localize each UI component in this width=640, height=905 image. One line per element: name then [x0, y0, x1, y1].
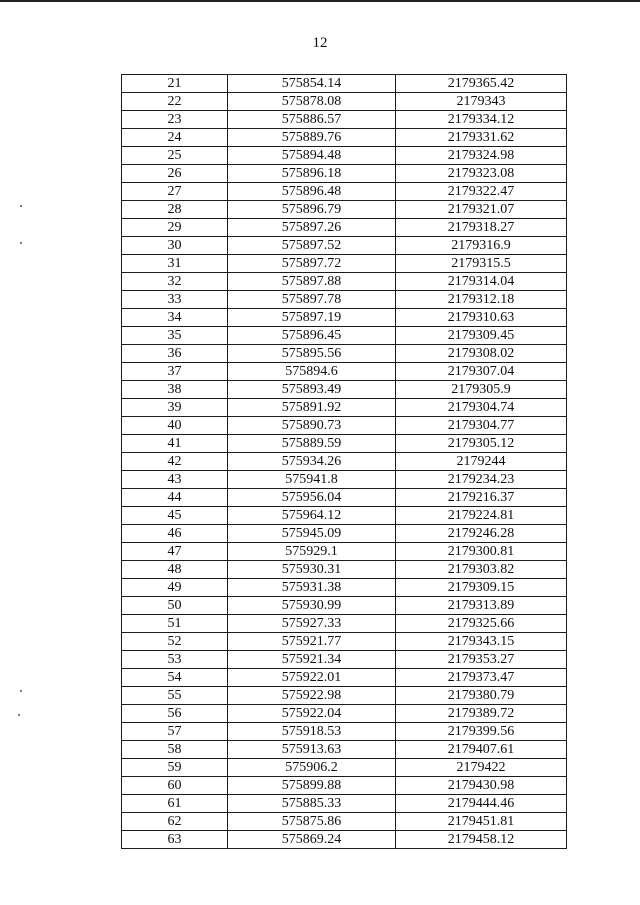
- table-row: [122, 615, 567, 633]
- point-number-cell: 55: [122, 687, 228, 705]
- table-row: [122, 741, 567, 759]
- x-coordinate-cell: 575890.73: [228, 417, 396, 435]
- point-number-cell: 36: [122, 345, 228, 363]
- x-coordinate-cell: 575869.24: [228, 831, 396, 849]
- x-coordinate-cell: 575945.09: [228, 525, 396, 543]
- x-coordinate-cell: 575897.78: [228, 291, 396, 309]
- table-row: [122, 597, 567, 615]
- point-number-cell: 62: [122, 813, 228, 831]
- point-number-cell: 59: [122, 759, 228, 777]
- y-coordinate-cell: 2179216.37: [396, 489, 567, 507]
- table-row: [122, 327, 567, 345]
- scan-speck: [20, 205, 22, 207]
- point-number-cell: 60: [122, 777, 228, 795]
- y-coordinate-cell: 2179244: [396, 453, 567, 471]
- table-row: [122, 687, 567, 705]
- point-number-cell: 39: [122, 399, 228, 417]
- table-row: [122, 219, 567, 237]
- point-number-cell: 57: [122, 723, 228, 741]
- table-row: [122, 345, 567, 363]
- table-row: [122, 399, 567, 417]
- point-number-cell: 23: [122, 111, 228, 129]
- point-number-cell: 56: [122, 705, 228, 723]
- point-number-cell: 47: [122, 543, 228, 561]
- y-coordinate-cell: 2179451.81: [396, 813, 567, 831]
- x-coordinate-cell: 575927.33: [228, 615, 396, 633]
- point-number-cell: 49: [122, 579, 228, 597]
- point-number-cell: 37: [122, 363, 228, 381]
- point-number-cell: 28: [122, 201, 228, 219]
- table-row: [122, 165, 567, 183]
- x-coordinate-cell: 575934.26: [228, 453, 396, 471]
- point-number-cell: 35: [122, 327, 228, 345]
- y-coordinate-cell: 2179373.47: [396, 669, 567, 687]
- x-coordinate-cell: 575875.86: [228, 813, 396, 831]
- y-coordinate-cell: 2179380.79: [396, 687, 567, 705]
- point-number-cell: 53: [122, 651, 228, 669]
- x-coordinate-cell: 575921.77: [228, 633, 396, 651]
- point-number-cell: 21: [122, 75, 228, 93]
- table-row: [122, 129, 567, 147]
- x-coordinate-cell: 575897.19: [228, 309, 396, 327]
- table-row: [122, 435, 567, 453]
- y-coordinate-cell: 2179304.77: [396, 417, 567, 435]
- y-coordinate-cell: 2179300.81: [396, 543, 567, 561]
- point-number-cell: 26: [122, 165, 228, 183]
- x-coordinate-cell: 575896.79: [228, 201, 396, 219]
- y-coordinate-cell: 2179430.98: [396, 777, 567, 795]
- table-row: [122, 309, 567, 327]
- x-coordinate-cell: 575889.59: [228, 435, 396, 453]
- table-row: [122, 669, 567, 687]
- y-coordinate-cell: 2179322.47: [396, 183, 567, 201]
- x-coordinate-cell: 575929.1: [228, 543, 396, 561]
- table-row: [122, 381, 567, 399]
- y-coordinate-cell: 2179318.27: [396, 219, 567, 237]
- point-number-cell: 50: [122, 597, 228, 615]
- point-number-cell: 43: [122, 471, 228, 489]
- y-coordinate-cell: 2179315.5: [396, 255, 567, 273]
- y-coordinate-cell: 2179407.61: [396, 741, 567, 759]
- table-row: [122, 273, 567, 291]
- table-row: [122, 525, 567, 543]
- table-row: [122, 633, 567, 651]
- point-number-cell: 31: [122, 255, 228, 273]
- x-coordinate-cell: 575941.8: [228, 471, 396, 489]
- x-coordinate-cell: 575922.98: [228, 687, 396, 705]
- point-number-cell: 58: [122, 741, 228, 759]
- point-number-cell: 22: [122, 93, 228, 111]
- y-coordinate-cell: 2179353.27: [396, 651, 567, 669]
- y-coordinate-cell: 2179399.56: [396, 723, 567, 741]
- y-coordinate-cell: 2179389.72: [396, 705, 567, 723]
- table-row: [122, 813, 567, 831]
- table-row: [122, 723, 567, 741]
- x-coordinate-cell: 575895.56: [228, 345, 396, 363]
- y-coordinate-cell: 2179323.08: [396, 165, 567, 183]
- y-coordinate-cell: 2179343: [396, 93, 567, 111]
- x-coordinate-cell: 575897.88: [228, 273, 396, 291]
- point-number-cell: 61: [122, 795, 228, 813]
- y-coordinate-cell: 2179316.9: [396, 237, 567, 255]
- table-row: [122, 237, 567, 255]
- y-coordinate-cell: 2179305.9: [396, 381, 567, 399]
- point-number-cell: 52: [122, 633, 228, 651]
- table-row: [122, 417, 567, 435]
- x-coordinate-cell: 575921.34: [228, 651, 396, 669]
- x-coordinate-cell: 575922.04: [228, 705, 396, 723]
- point-number-cell: 29: [122, 219, 228, 237]
- y-coordinate-cell: 2179303.82: [396, 561, 567, 579]
- point-number-cell: 32: [122, 273, 228, 291]
- y-coordinate-cell: 2179304.74: [396, 399, 567, 417]
- page-number: 12: [312, 35, 328, 51]
- table-row: [122, 651, 567, 669]
- y-coordinate-cell: 2179309.15: [396, 579, 567, 597]
- x-coordinate-cell: 575897.52: [228, 237, 396, 255]
- table-row: [122, 183, 567, 201]
- x-coordinate-cell: 575889.76: [228, 129, 396, 147]
- y-coordinate-cell: 2179313.89: [396, 597, 567, 615]
- y-coordinate-cell: 2179314.04: [396, 273, 567, 291]
- y-coordinate-cell: 2179312.18: [396, 291, 567, 309]
- y-coordinate-cell: 2179224.81: [396, 507, 567, 525]
- point-number-cell: 25: [122, 147, 228, 165]
- x-coordinate-cell: 575964.12: [228, 507, 396, 525]
- table-row: [122, 705, 567, 723]
- table-row: [122, 759, 567, 777]
- scan-speck: [18, 714, 20, 716]
- table-row: [122, 489, 567, 507]
- y-coordinate-cell: 2179307.04: [396, 363, 567, 381]
- y-coordinate-cell: 2179334.12: [396, 111, 567, 129]
- point-number-cell: 24: [122, 129, 228, 147]
- y-coordinate-cell: 2179324.98: [396, 147, 567, 165]
- x-coordinate-cell: 575897.72: [228, 255, 396, 273]
- table-row: [122, 111, 567, 129]
- x-coordinate-cell: 575930.31: [228, 561, 396, 579]
- point-number-cell: 27: [122, 183, 228, 201]
- table-row: [122, 579, 567, 597]
- table-row: [122, 831, 567, 849]
- table-row: [122, 543, 567, 561]
- x-coordinate-cell: 575931.38: [228, 579, 396, 597]
- table-row: [122, 507, 567, 525]
- scan-speck: [20, 242, 22, 244]
- y-coordinate-cell: 2179422: [396, 759, 567, 777]
- table-row: [122, 255, 567, 273]
- point-number-cell: 30: [122, 237, 228, 255]
- coordinates-table: [121, 74, 567, 849]
- x-coordinate-cell: 575886.57: [228, 111, 396, 129]
- table-row: [122, 561, 567, 579]
- y-coordinate-cell: 2179305.12: [396, 435, 567, 453]
- x-coordinate-cell: 575897.26: [228, 219, 396, 237]
- table-row: [122, 75, 567, 93]
- point-number-cell: 46: [122, 525, 228, 543]
- table-row: [122, 93, 567, 111]
- x-coordinate-cell: 575893.49: [228, 381, 396, 399]
- point-number-cell: 34: [122, 309, 228, 327]
- x-coordinate-cell: 575899.88: [228, 777, 396, 795]
- x-coordinate-cell: 575891.92: [228, 399, 396, 417]
- coordinates-table-body: [122, 75, 567, 849]
- table-row: [122, 363, 567, 381]
- y-coordinate-cell: 2179331.62: [396, 129, 567, 147]
- table-row: [122, 291, 567, 309]
- point-number-cell: 48: [122, 561, 228, 579]
- y-coordinate-cell: 2179365.42: [396, 75, 567, 93]
- y-coordinate-cell: 2179309.45: [396, 327, 567, 345]
- point-number-cell: 40: [122, 417, 228, 435]
- x-coordinate-cell: 575896.45: [228, 327, 396, 345]
- point-number-cell: 54: [122, 669, 228, 687]
- table-row: [122, 777, 567, 795]
- y-coordinate-cell: 2179234.23: [396, 471, 567, 489]
- point-number-cell: 38: [122, 381, 228, 399]
- y-coordinate-cell: 2179308.02: [396, 345, 567, 363]
- point-number-cell: 42: [122, 453, 228, 471]
- x-coordinate-cell: 575894.6: [228, 363, 396, 381]
- point-number-cell: 33: [122, 291, 228, 309]
- x-coordinate-cell: 575878.08: [228, 93, 396, 111]
- point-number-cell: 51: [122, 615, 228, 633]
- y-coordinate-cell: 2179246.28: [396, 525, 567, 543]
- x-coordinate-cell: 575922.01: [228, 669, 396, 687]
- table-row: [122, 471, 567, 489]
- point-number-cell: 41: [122, 435, 228, 453]
- y-coordinate-cell: 2179321.07: [396, 201, 567, 219]
- y-coordinate-cell: 2179325.66: [396, 615, 567, 633]
- scan-top-border: [0, 0, 640, 2]
- point-number-cell: 45: [122, 507, 228, 525]
- y-coordinate-cell: 2179458.12: [396, 831, 567, 849]
- scan-speck: [20, 690, 22, 692]
- y-coordinate-cell: 2179310.63: [396, 309, 567, 327]
- x-coordinate-cell: 575906.2: [228, 759, 396, 777]
- point-number-cell: 63: [122, 831, 228, 849]
- y-coordinate-cell: 2179343.15: [396, 633, 567, 651]
- x-coordinate-cell: 575918.53: [228, 723, 396, 741]
- x-coordinate-cell: 575896.18: [228, 165, 396, 183]
- table-row: [122, 795, 567, 813]
- x-coordinate-cell: 575894.48: [228, 147, 396, 165]
- x-coordinate-cell: 575854.14: [228, 75, 396, 93]
- x-coordinate-cell: 575913.63: [228, 741, 396, 759]
- table-row: [122, 147, 567, 165]
- x-coordinate-cell: 575930.99: [228, 597, 396, 615]
- point-number-cell: 44: [122, 489, 228, 507]
- x-coordinate-cell: 575896.48: [228, 183, 396, 201]
- table-row: [122, 453, 567, 471]
- table-row: [122, 201, 567, 219]
- y-coordinate-cell: 2179444.46: [396, 795, 567, 813]
- x-coordinate-cell: 575885.33: [228, 795, 396, 813]
- x-coordinate-cell: 575956.04: [228, 489, 396, 507]
